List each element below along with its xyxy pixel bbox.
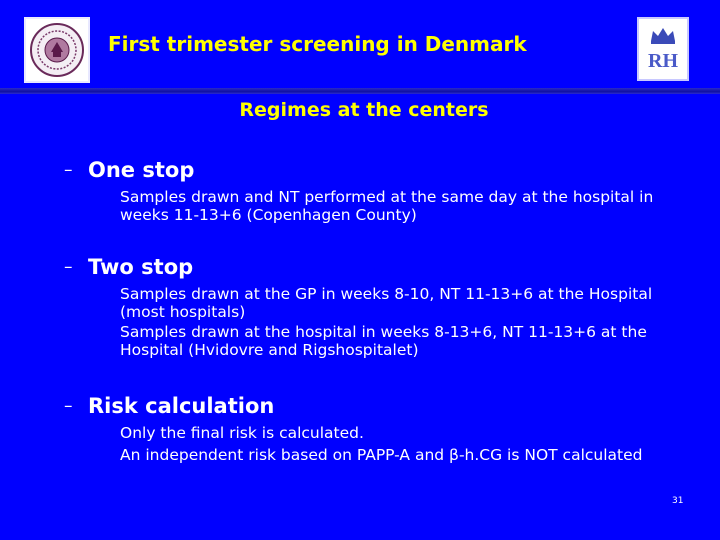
slide-subtitle: Regimes at the centers <box>239 99 489 121</box>
university-seal-logo <box>24 17 90 83</box>
page-number: 31 <box>672 496 684 506</box>
section-title-two-stop: Two stop <box>88 255 194 279</box>
logo-text: RH <box>648 50 678 72</box>
list-item: Samples drawn and NT performed at the same day at the hospital in weeks 11-13+6 (Copenhagen County) <box>120 188 654 224</box>
section-title-risk-calculation: Risk calculation <box>88 394 275 418</box>
section-dash: – <box>64 396 73 416</box>
list-item: Samples drawn at the hospital in weeks 8-13+6, NT 11-13+6 at the Hospital (Hvidovre and Rigshospitalet) <box>120 323 647 359</box>
list-item: Samples drawn at the GP in weeks 8-10, NT 11-13+6 at the Hospital (most hospitals) <box>120 285 653 321</box>
section-title-one-stop: One stop <box>88 158 195 182</box>
section-dash: – <box>64 160 73 180</box>
list-item: An independent risk based on PAPP-A and β-h.CG is NOT calculated <box>120 446 643 464</box>
slide-title: First trimester screening in Denmark <box>108 32 527 56</box>
seal-icon <box>29 22 85 78</box>
rigshospitalet-logo <box>637 17 689 81</box>
list-item: Only the final risk is calculated. <box>120 424 364 442</box>
header-divider <box>0 88 720 94</box>
crown-rh-icon <box>641 21 685 77</box>
section-dash: – <box>64 257 73 277</box>
